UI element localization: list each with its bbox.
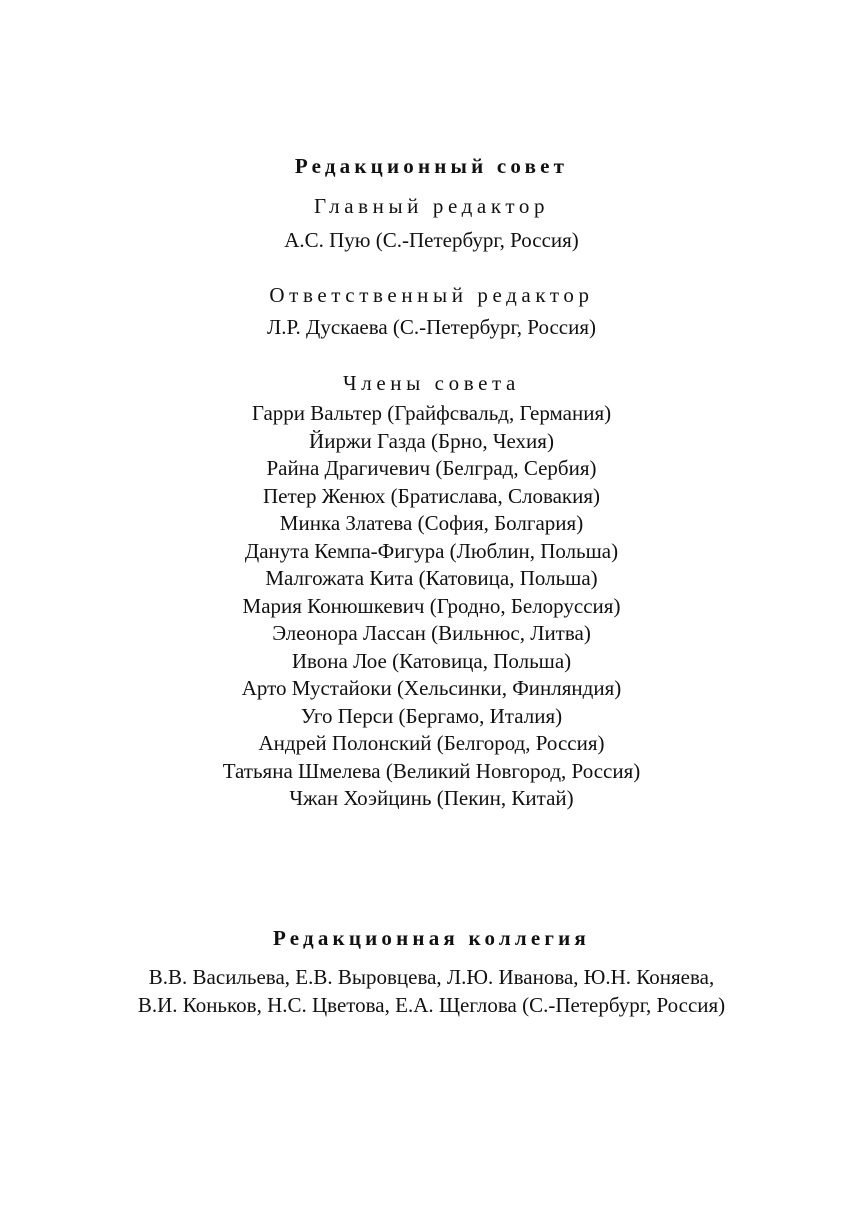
chief-editor-name: А.С. Пую (С.-Петербург, Россия) — [284, 228, 579, 252]
list-item: Петер Женюх (Братислава, Словакия) — [262, 483, 601, 508]
list-item: Йиржи Газда (Брно, Чехия) — [309, 428, 554, 453]
list-item: Малгожата Кита (Катовица, Польша) — [265, 566, 598, 590]
editorial-board-line: В.В. Васильева, Е.В. Выровцева, Л.Ю. Иванова, Ю.Н. Коняева, — [148, 965, 715, 989]
list-item: Татьяна Шмелева (Великий Новгород, Россия) — [222, 758, 641, 783]
list-item: Элеонора Лассан (Вильнюс, Литва) — [272, 621, 591, 645]
editorial-board-title: Редакционная коллегия — [273, 926, 590, 950]
list-item: Данута Кемпа-Фигура (Люблин, Польша) — [244, 538, 619, 563]
council-members-label: Члены совета — [343, 371, 520, 395]
list-item: Андрей Полонский (Белгород, Россия) — [258, 731, 605, 755]
list-item: Арто Мустайоки (Хельсинки, Финляндия) — [241, 676, 622, 700]
editorial-board-members — [0, 963, 863, 1019]
executive-editor-label: Ответственный редактор — [269, 283, 594, 307]
list-item: Ивона Лое (Катовица, Польша) — [291, 648, 572, 673]
executive-editor-name: Л.Р. Дускаева (С.-Петербург, Россия) — [267, 315, 596, 339]
list-item: Райна Драгичевич (Белград, Сербия) — [266, 456, 597, 480]
list-item: Уго Перси (Бергамо, Италия) — [300, 703, 563, 728]
council-members-list — [0, 400, 863, 813]
list-item: Гарри Вальтер (Грайфсвальд, Германия) — [251, 401, 612, 425]
list-item: Минка Златева (София, Болгария) — [279, 511, 584, 535]
list-item: Чжан Хоэйцинь (Пекин, Китай) — [289, 786, 574, 810]
editorial-council-title: Редакционный совет — [294, 154, 569, 178]
editorial-board-line: В.И. Коньков, Н.С. Цветова, Е.А. Щеглова (С.-Петербург, Россия) — [137, 993, 726, 1017]
chief-editor-label: Главный редактор — [313, 194, 550, 218]
list-item: Мария Конюшкевич (Гродно, Белоруссия) — [242, 593, 621, 618]
